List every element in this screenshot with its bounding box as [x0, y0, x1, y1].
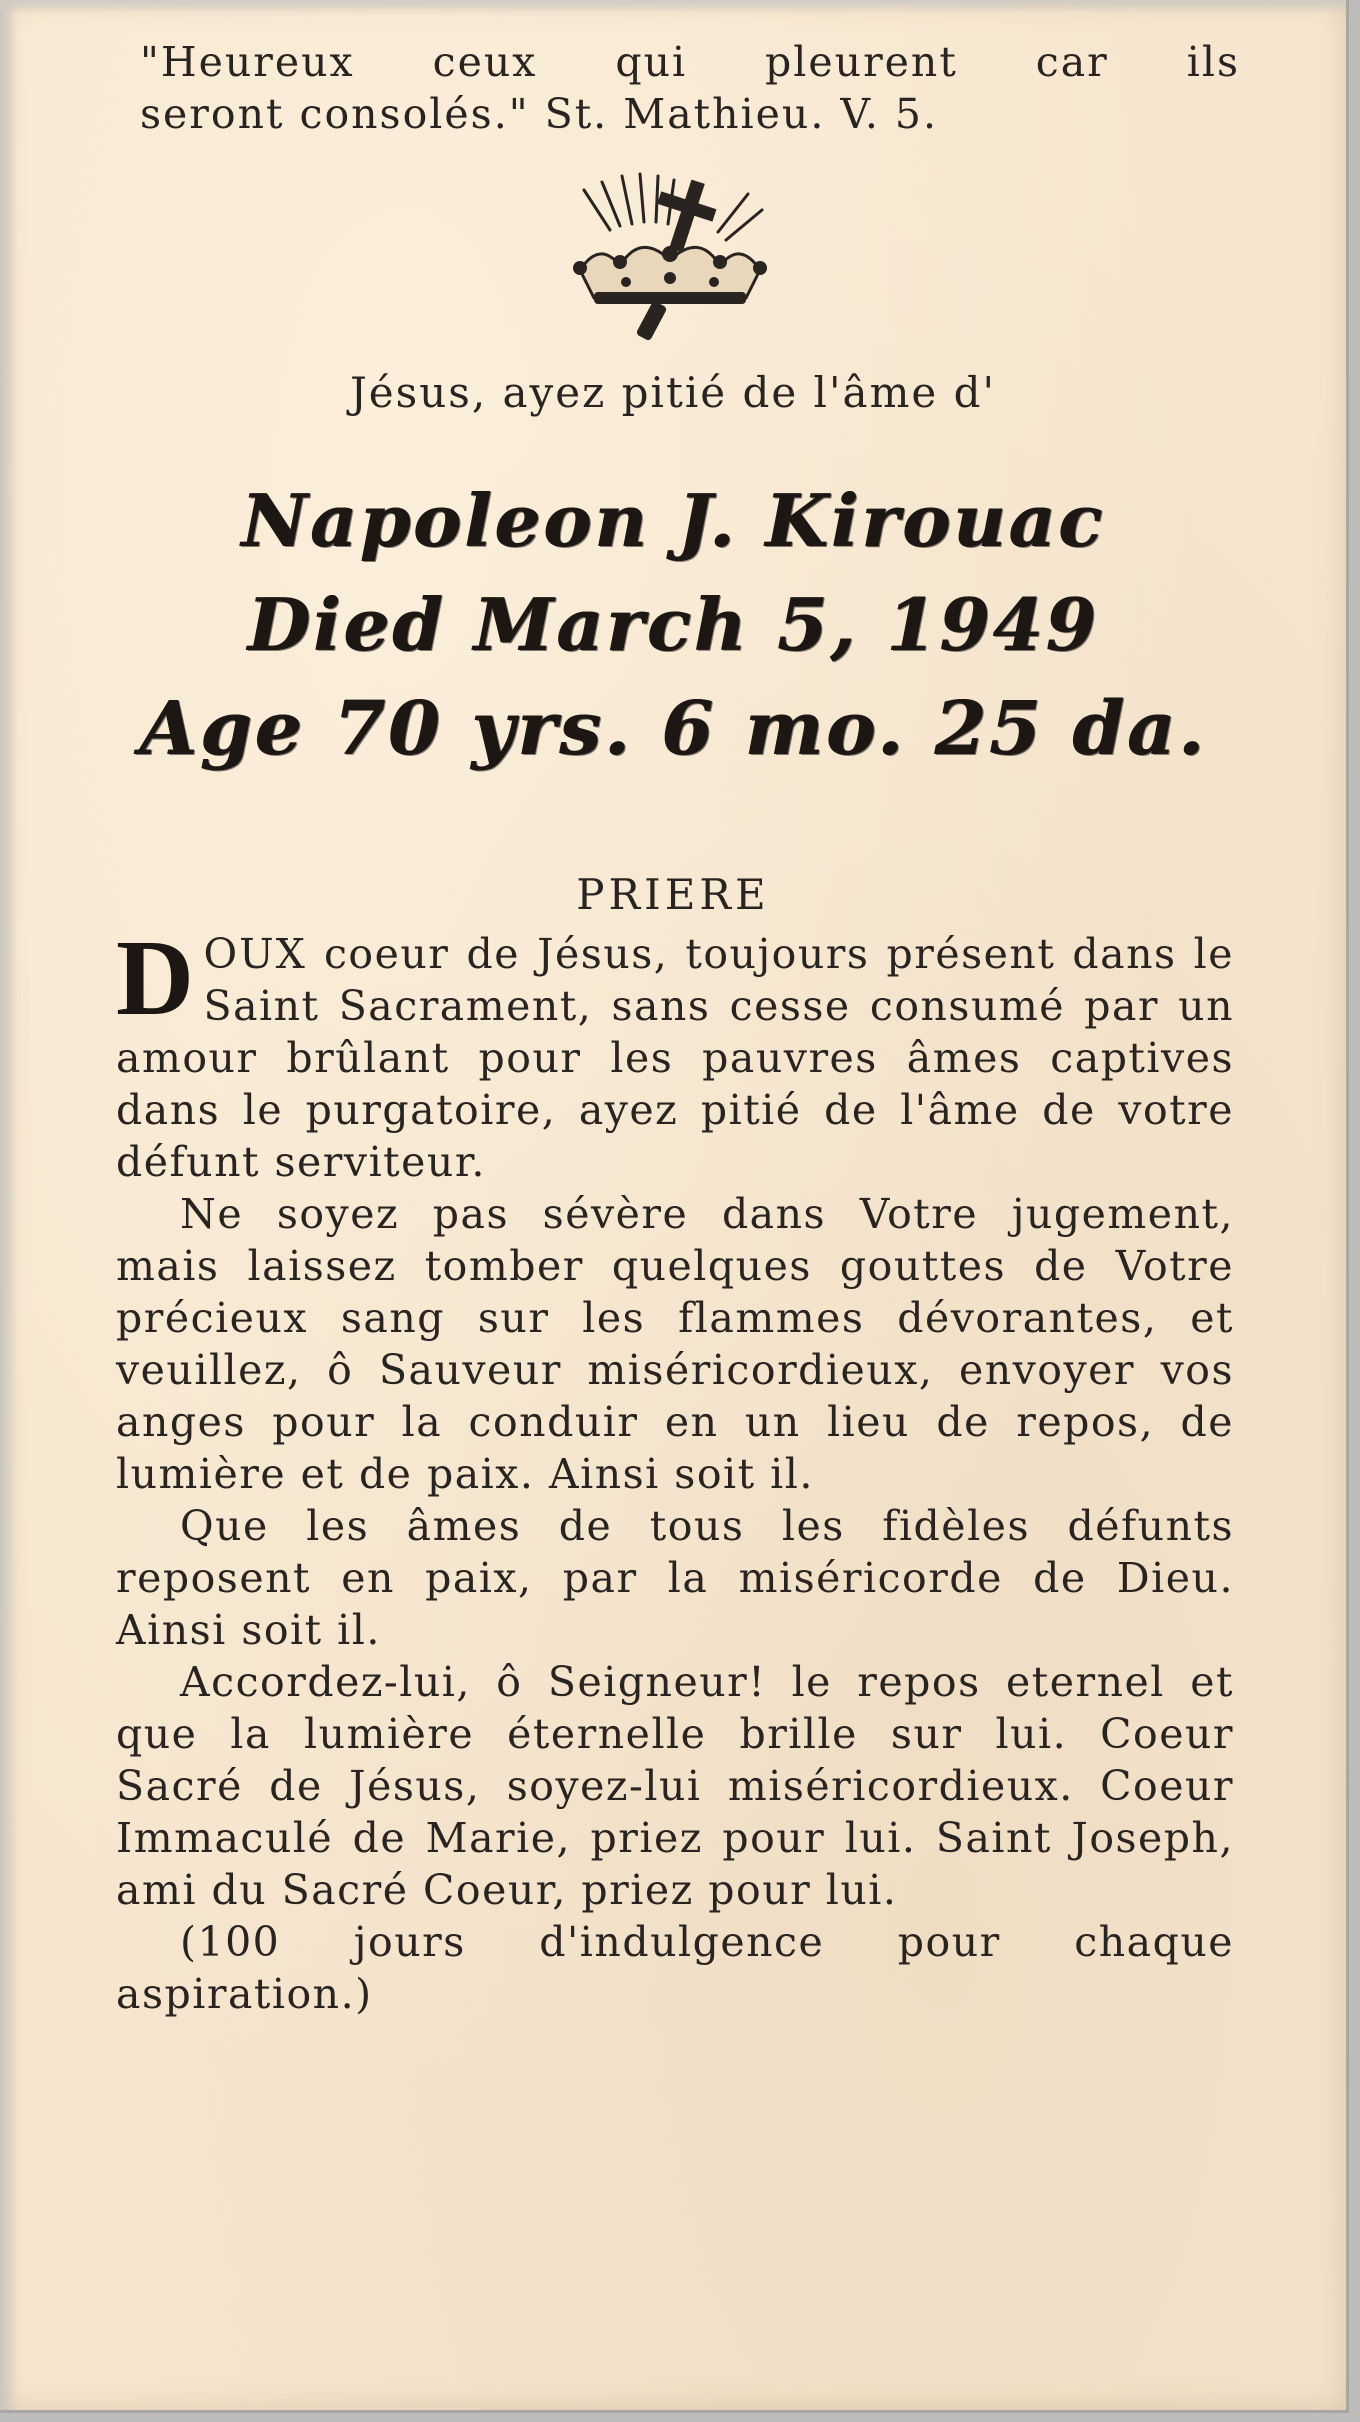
prayer-paragraph-3: Que les âmes de tous les fidèles défunts reposent en paix, par la miséricorde de Dieu. Ainsi soit il.	[116, 1502, 1234, 1654]
opening-word: OUX	[203, 930, 307, 978]
prayer-title: PRIERE	[576, 870, 770, 919]
scripture-quote	[140, 36, 1240, 140]
card-left-edge	[0, 0, 18, 2410]
crown-with-cross-and-rays-icon	[540, 170, 800, 340]
card-top-edge	[0, 0, 1346, 14]
drop-cap-letter: D	[116, 919, 196, 1038]
paragraph-1-text: coeur de Jésus, toujours présent dans le Saint Sacrament, sans cesse consumé par un amour brûlant pour les pauvres âmes captives dans le purgatoire, ayez pitié de l'âme de votre défunt serviteur.	[116, 930, 1234, 1186]
quote-line-2: seront consolés." St. Mathieu. V. 5.	[140, 90, 939, 138]
prayer-paragraph-2: Ne soyez pas sévère dans Votre jugement, mais laissez tomber quelques gouttes de Votre précieux sang sur les flammes dévorantes, et veuillez, ô Sauveur miséricordieux, envoyer vos anges pour la conduir en un lieu de repos, de lumière et de paix. Ainsi soit il.	[116, 1190, 1234, 1498]
prayer-paragraph-4: Accordez-lui, ô Seigneur! le repos eternel et que la lumière éternelle brille sur lui. Coeur Sacré de Jésus, soyez-lui miséricordieux. Coeur Immaculé de Marie, priez pour lui. Saint Joseph, ami du Sacré Coeur, priez pour lui.	[116, 1658, 1234, 1914]
prayer-body	[116, 919, 1234, 2020]
age-at-death: Age 70 yrs. 6 mo. 25 da.	[139, 686, 1207, 772]
quote-line-1: "Heureux ceux qui pleurent car ils	[140, 38, 1240, 86]
death-date: Died March 5, 1949	[247, 582, 1099, 667]
deceased-name: Napoleon J. Kirouac	[241, 478, 1105, 563]
prayer-paragraph-1	[116, 919, 1234, 1188]
indulgence-note: (100 jours d'indulgence pour chaque aspiration.)	[116, 1918, 1234, 2018]
invocation-line: Jésus, ayez pitié de l'âme d'	[349, 368, 997, 417]
